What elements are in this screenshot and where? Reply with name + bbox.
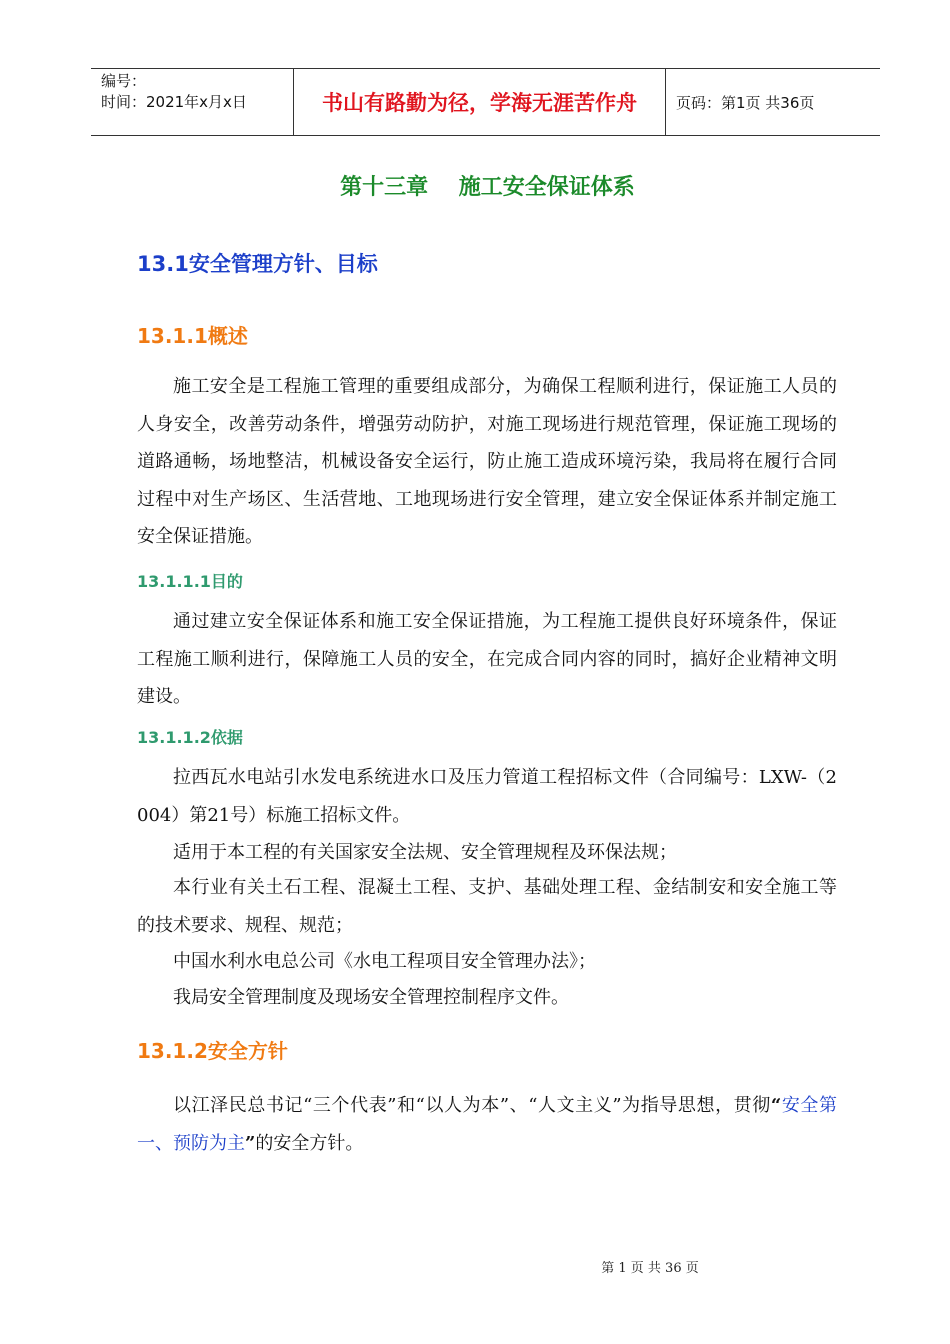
- header-motto: 书山有路勤为径，学海无涯苦作舟: [322, 90, 637, 115]
- paragraph-basis-2: 适用于本工程的有关国家安全法规、安全管理规程及环保法规；: [173, 842, 677, 863]
- header-page-cell: [666, 69, 880, 135]
- section-heading-13-1-1-1: 13.1.1.1目的: [137, 572, 243, 591]
- paragraph-policy: [137, 1087, 837, 1162]
- section-heading-13-1-1: 13.1.1概述: [137, 324, 248, 348]
- header-meta: [91, 69, 293, 135]
- paragraph-purpose: 通过建立安全保证体系和施工安全保证措施，为工程施工提供良好环境条件，保证工程施工顺利进行，保障施工人员的安全，在完成合同内容的同时，搞好企业精神文明建设。: [137, 611, 837, 707]
- header-page-label: 页码：第1页 共36页: [676, 93, 815, 112]
- section-heading-13-1: 13.1安全管理方针、目标: [137, 252, 378, 276]
- paragraph-overview: 施工安全是工程施工管理的重要组成部分，为确保工程顺利进行，保证施工人员的人身安全，改善劳动条件，增强劳动防护，对施工现场进行规范管理，保证施工现场的道路通畅，场地整洁，机械设备安全运行，防止施工造成环境污染，我局将在履行合同过程中对生产场区、生活营地、工地现场进行安全管理，建立安全保证体系并制定施工安全保证措施。: [137, 376, 837, 547]
- header-motto-cell: [293, 69, 666, 135]
- doc-number-label: 编号：: [101, 72, 147, 90]
- page-footer: 第 1 页 共 36 页: [601, 1261, 699, 1276]
- policy-quote-close: ”: [245, 1132, 256, 1154]
- paragraph-basis-1: 拉西瓦水电站引水发电系统进水口及压力管道工程招标文件（合同编号：LXW-（2004）第21号）标施工招标文件。: [137, 767, 837, 826]
- policy-text-b: 的安全方针。: [255, 1132, 364, 1154]
- chapter-title: 第十三章 施工安全保证体系: [340, 175, 635, 200]
- policy-quote-open: “: [770, 1095, 782, 1116]
- paragraph-basis-3: 本行业有关土石工程、混凝土工程、支护、基础处理工程、金结制安和安全施工等的技术要求、规程、规范；: [137, 877, 837, 936]
- policy-text-a: 以江泽民总书记“三个代表”和“以人为本”、“人文主义”为指导思想，贯彻: [173, 1095, 771, 1116]
- doc-time-label: 时间：2021年x月x日: [101, 93, 247, 111]
- section-heading-13-1-2: 13.1.2安全方针: [137, 1039, 288, 1063]
- paragraph-basis-4: 中国水利水电总公司《水电工程项目安全管理办法》；: [173, 951, 596, 972]
- section-heading-13-1-1-2: 13.1.1.2依据: [137, 728, 243, 747]
- policy-highlight: 安全第一、预防为主: [137, 1095, 838, 1154]
- paragraph-basis-5: 我局安全管理制度及现场安全管理控制程序文件。: [173, 987, 569, 1008]
- document-header: [91, 68, 880, 136]
